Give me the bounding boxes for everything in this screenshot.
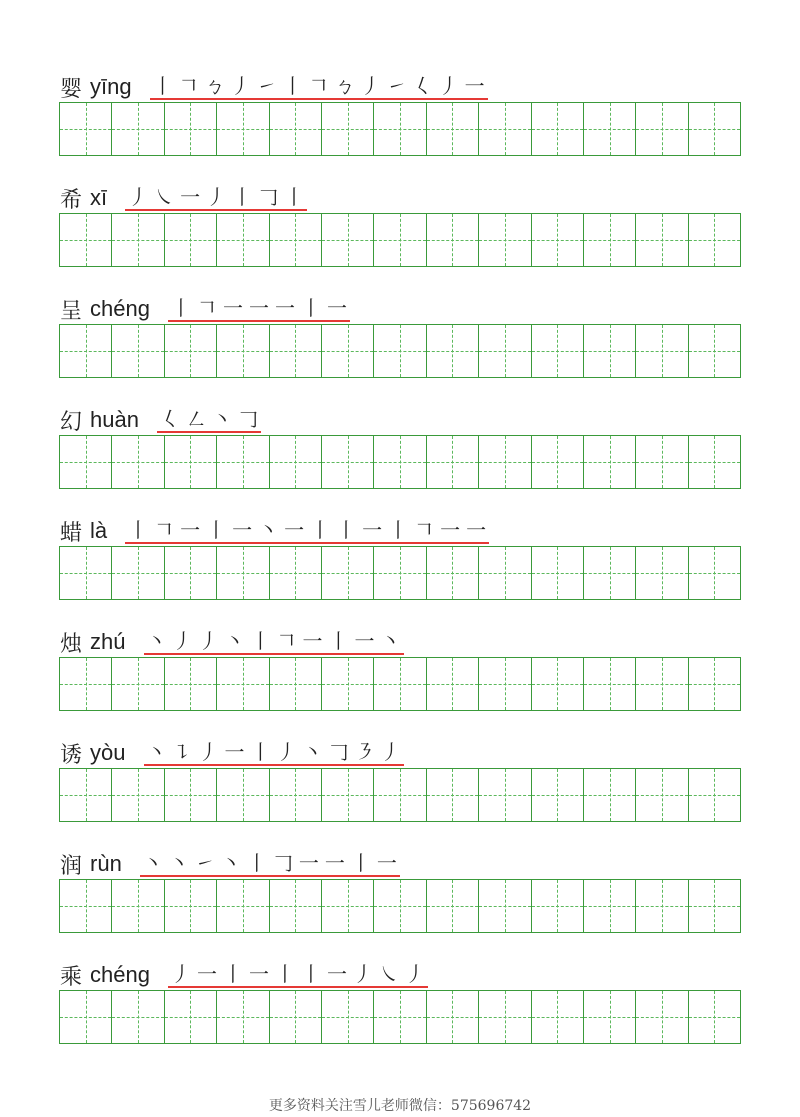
stroke-step: 丨 bbox=[248, 629, 274, 655]
stroke-step: 丿 bbox=[203, 185, 229, 211]
stroke-step: 一 bbox=[324, 962, 350, 988]
practice-cell[interactable] bbox=[532, 880, 584, 932]
practice-cell[interactable] bbox=[374, 325, 426, 377]
practice-cell[interactable] bbox=[532, 769, 584, 821]
practice-cell[interactable] bbox=[479, 880, 531, 932]
stroke-step: ㇜ bbox=[183, 407, 209, 433]
practice-cell[interactable] bbox=[165, 991, 217, 1043]
practice-cell[interactable] bbox=[532, 991, 584, 1043]
practice-cell[interactable] bbox=[584, 769, 636, 821]
practice-cell[interactable] bbox=[270, 658, 322, 710]
practice-cell[interactable] bbox=[479, 547, 531, 599]
stroke-order-sequence bbox=[168, 296, 350, 322]
stroke-step: 丨 bbox=[150, 74, 176, 100]
stroke-step: ㄅ bbox=[332, 74, 358, 100]
stroke-step: 丨 bbox=[298, 962, 324, 988]
practice-cell[interactable] bbox=[217, 991, 269, 1043]
stroke-step: ㇊ bbox=[170, 740, 196, 766]
practice-cell[interactable] bbox=[374, 103, 426, 155]
stroke-step: 一 bbox=[246, 962, 272, 988]
stroke-step: 丶 bbox=[140, 851, 166, 877]
hanzi-character: 呈 bbox=[60, 298, 83, 324]
stroke-step: 一 bbox=[359, 518, 385, 544]
practice-cell[interactable] bbox=[636, 547, 688, 599]
stroke-step: 丨 bbox=[326, 629, 352, 655]
practice-cell[interactable] bbox=[479, 991, 531, 1043]
practice-cell[interactable] bbox=[322, 991, 374, 1043]
practice-cell[interactable] bbox=[112, 658, 164, 710]
practice-cell[interactable] bbox=[165, 214, 217, 266]
stroke-step: 丿 bbox=[274, 740, 300, 766]
practice-cell[interactable] bbox=[636, 214, 688, 266]
stroke-step: 丿 bbox=[196, 740, 222, 766]
stroke-step: 丨 bbox=[333, 518, 359, 544]
practice-cell[interactable] bbox=[60, 547, 112, 599]
practice-cell[interactable] bbox=[60, 103, 112, 155]
hanzi-character: 希 bbox=[60, 187, 83, 213]
practice-cell[interactable] bbox=[322, 436, 374, 488]
practice-cell[interactable] bbox=[374, 880, 426, 932]
stroke-step: 𠃌 bbox=[255, 185, 281, 211]
practice-cell[interactable] bbox=[584, 214, 636, 266]
writing-grid bbox=[59, 879, 741, 933]
practice-cell[interactable] bbox=[270, 991, 322, 1043]
stroke-step: 丶 bbox=[300, 740, 326, 766]
stroke-step: 一 bbox=[177, 518, 203, 544]
practice-cell[interactable] bbox=[374, 991, 426, 1043]
writing-grid bbox=[59, 102, 741, 156]
practice-cell[interactable] bbox=[689, 103, 740, 155]
stroke-step: 𠃍 bbox=[151, 518, 177, 544]
practice-cell[interactable] bbox=[689, 991, 740, 1043]
practice-cell[interactable] bbox=[584, 103, 636, 155]
pinyin-label: rùn bbox=[90, 851, 122, 876]
stroke-step: ㇏ bbox=[151, 185, 177, 211]
practice-cell[interactable] bbox=[374, 436, 426, 488]
practice-cell[interactable] bbox=[270, 325, 322, 377]
stroke-step: 一 bbox=[322, 851, 348, 877]
practice-cell[interactable] bbox=[112, 547, 164, 599]
practice-cell[interactable] bbox=[532, 325, 584, 377]
stroke-step: 𡿨 bbox=[410, 74, 436, 100]
practice-cell[interactable] bbox=[689, 880, 740, 932]
writing-grid bbox=[59, 213, 741, 267]
stroke-step: 丨 bbox=[220, 962, 246, 988]
row-header bbox=[60, 958, 428, 992]
stroke-order-sequence bbox=[144, 740, 404, 766]
stroke-step: 𠃍 bbox=[194, 296, 220, 322]
practice-cell[interactable] bbox=[60, 325, 112, 377]
row-header bbox=[60, 847, 400, 881]
stroke-step: 一 bbox=[222, 740, 248, 766]
practice-cell[interactable] bbox=[270, 547, 322, 599]
practice-cell[interactable] bbox=[217, 547, 269, 599]
practice-cell[interactable] bbox=[60, 658, 112, 710]
stroke-step: ㇀ bbox=[384, 74, 410, 100]
stroke-step: 一 bbox=[437, 518, 463, 544]
stroke-step: 𠃍 bbox=[306, 74, 332, 100]
footer-text: 更多资料关注雪儿老师微信：575696742 bbox=[268, 1098, 532, 1114]
practice-cell[interactable] bbox=[636, 436, 688, 488]
stroke-step: 丶 bbox=[209, 407, 235, 433]
row-header bbox=[60, 292, 350, 326]
stroke-step: 丶 bbox=[218, 851, 244, 877]
practice-cell[interactable] bbox=[427, 991, 479, 1043]
stroke-step: 丶 bbox=[144, 629, 170, 655]
row-header bbox=[60, 181, 307, 215]
practice-cell[interactable] bbox=[165, 880, 217, 932]
practice-cell[interactable] bbox=[479, 658, 531, 710]
practice-cell[interactable] bbox=[689, 214, 740, 266]
stroke-step: 一 bbox=[463, 518, 489, 544]
stroke-step: 丨 bbox=[280, 74, 306, 100]
practice-cell[interactable] bbox=[322, 769, 374, 821]
practice-cell[interactable] bbox=[532, 547, 584, 599]
stroke-order-sequence bbox=[140, 851, 400, 877]
stroke-step: 𠃍 bbox=[274, 629, 300, 655]
hanzi-character: 诱 bbox=[60, 742, 83, 768]
stroke-step: 丶 bbox=[378, 629, 404, 655]
stroke-step: 一 bbox=[296, 851, 322, 877]
writing-grid bbox=[59, 324, 741, 378]
practice-cell[interactable] bbox=[584, 436, 636, 488]
practice-cell[interactable] bbox=[427, 103, 479, 155]
practice-cell[interactable] bbox=[217, 769, 269, 821]
writing-grid bbox=[59, 546, 741, 600]
practice-cell[interactable] bbox=[322, 880, 374, 932]
row-header bbox=[60, 514, 489, 548]
practice-cell[interactable] bbox=[217, 436, 269, 488]
practice-cell[interactable] bbox=[60, 769, 112, 821]
stroke-step: 丨 bbox=[203, 518, 229, 544]
stroke-step: 丶 bbox=[255, 518, 281, 544]
practice-cell[interactable] bbox=[165, 547, 217, 599]
stroke-step: ㇋ bbox=[352, 740, 378, 766]
writing-grid bbox=[59, 657, 741, 711]
practice-cell[interactable] bbox=[270, 214, 322, 266]
stroke-step: 丨 bbox=[385, 518, 411, 544]
stroke-step: 丿 bbox=[402, 962, 428, 988]
pinyin-label: yīng bbox=[90, 74, 132, 99]
hanzi-character: 烛 bbox=[60, 631, 83, 657]
stroke-order-sequence bbox=[150, 74, 488, 100]
practice-cell[interactable] bbox=[112, 769, 164, 821]
practice-cell[interactable] bbox=[217, 658, 269, 710]
stroke-step: 丨 bbox=[168, 296, 194, 322]
practice-cell[interactable] bbox=[322, 658, 374, 710]
practice-cell[interactable] bbox=[165, 325, 217, 377]
practice-cell[interactable] bbox=[532, 103, 584, 155]
practice-cell[interactable] bbox=[584, 880, 636, 932]
stroke-step: 一 bbox=[300, 629, 326, 655]
practice-cell[interactable] bbox=[427, 547, 479, 599]
row-header bbox=[60, 625, 404, 659]
practice-cell[interactable] bbox=[479, 325, 531, 377]
practice-cell[interactable] bbox=[584, 991, 636, 1043]
stroke-step: 𡿨 bbox=[157, 407, 183, 433]
stroke-step: 一 bbox=[220, 296, 246, 322]
stroke-step: ㄅ bbox=[202, 74, 228, 100]
stroke-step: ㇀ bbox=[192, 851, 218, 877]
practice-cell[interactable] bbox=[217, 103, 269, 155]
hanzi-character: 润 bbox=[60, 853, 83, 879]
stroke-step: 丿 bbox=[170, 629, 196, 655]
stroke-step: 丿 bbox=[358, 74, 384, 100]
stroke-order-sequence bbox=[144, 629, 404, 655]
practice-cell[interactable] bbox=[112, 991, 164, 1043]
stroke-step: 丿 bbox=[350, 962, 376, 988]
stroke-step: 丿 bbox=[168, 962, 194, 988]
practice-cell[interactable] bbox=[584, 325, 636, 377]
stroke-step: 𠃌 bbox=[270, 851, 296, 877]
practice-cell[interactable] bbox=[636, 325, 688, 377]
practice-cell[interactable] bbox=[479, 436, 531, 488]
practice-cell[interactable] bbox=[270, 769, 322, 821]
stroke-step: 丨 bbox=[229, 185, 255, 211]
practice-cell[interactable] bbox=[217, 325, 269, 377]
practice-cell[interactable] bbox=[112, 103, 164, 155]
practice-cell[interactable] bbox=[584, 658, 636, 710]
stroke-step: 丶 bbox=[144, 740, 170, 766]
stroke-order-sequence bbox=[168, 962, 428, 988]
pinyin-label: chéng bbox=[90, 296, 150, 321]
stroke-order-sequence bbox=[157, 407, 261, 433]
practice-cell[interactable] bbox=[322, 214, 374, 266]
practice-cell[interactable] bbox=[270, 880, 322, 932]
stroke-step: 丨 bbox=[248, 740, 274, 766]
practice-cell[interactable] bbox=[322, 325, 374, 377]
hanzi-character: 幻 bbox=[60, 409, 83, 435]
row-header bbox=[60, 736, 404, 770]
hanzi-character: 蜡 bbox=[60, 520, 83, 546]
practice-cell[interactable] bbox=[270, 436, 322, 488]
stroke-step: 丿 bbox=[228, 74, 254, 100]
practice-cell[interactable] bbox=[60, 880, 112, 932]
stroke-step: 一 bbox=[194, 962, 220, 988]
stroke-step: 一 bbox=[177, 185, 203, 211]
practice-cell[interactable] bbox=[322, 103, 374, 155]
stroke-step: 丨 bbox=[298, 296, 324, 322]
practice-cell[interactable] bbox=[165, 769, 217, 821]
stroke-step: 一 bbox=[246, 296, 272, 322]
row-header bbox=[60, 70, 488, 104]
stroke-step: 丿 bbox=[436, 74, 462, 100]
practice-cell[interactable] bbox=[479, 769, 531, 821]
practice-cell[interactable] bbox=[636, 880, 688, 932]
practice-cell[interactable] bbox=[374, 658, 426, 710]
practice-cell[interactable] bbox=[427, 769, 479, 821]
practice-cell[interactable] bbox=[60, 436, 112, 488]
practice-cell[interactable] bbox=[112, 325, 164, 377]
stroke-step: 丨 bbox=[272, 962, 298, 988]
practice-cell[interactable] bbox=[112, 436, 164, 488]
practice-cell[interactable] bbox=[689, 658, 740, 710]
practice-cell[interactable] bbox=[689, 325, 740, 377]
practice-cell[interactable] bbox=[427, 880, 479, 932]
stroke-step: 一 bbox=[229, 518, 255, 544]
pinyin-label: là bbox=[90, 518, 108, 543]
stroke-step: 一 bbox=[352, 629, 378, 655]
stroke-step: 丿 bbox=[125, 185, 151, 211]
stroke-step: 一 bbox=[324, 296, 350, 322]
hanzi-character: 乘 bbox=[60, 964, 83, 990]
practice-cell[interactable] bbox=[217, 214, 269, 266]
practice-cell[interactable] bbox=[165, 103, 217, 155]
stroke-step: 一 bbox=[272, 296, 298, 322]
stroke-step: 丨 bbox=[348, 851, 374, 877]
practice-cell[interactable] bbox=[636, 769, 688, 821]
practice-cell[interactable] bbox=[374, 214, 426, 266]
stroke-step: ㇀ bbox=[254, 74, 280, 100]
practice-cell[interactable] bbox=[60, 991, 112, 1043]
stroke-step: 丨 bbox=[281, 185, 307, 211]
practice-cell[interactable] bbox=[374, 547, 426, 599]
practice-cell[interactable] bbox=[217, 880, 269, 932]
stroke-step: 𠃍 bbox=[411, 518, 437, 544]
stroke-order-sequence bbox=[125, 185, 307, 211]
practice-cell[interactable] bbox=[689, 547, 740, 599]
pinyin-label: chéng bbox=[90, 962, 150, 987]
practice-cell[interactable] bbox=[165, 658, 217, 710]
stroke-step: 丶 bbox=[166, 851, 192, 877]
practice-cell[interactable] bbox=[532, 658, 584, 710]
stroke-step: ㇏ bbox=[376, 962, 402, 988]
practice-cell[interactable] bbox=[689, 436, 740, 488]
practice-cell[interactable] bbox=[636, 658, 688, 710]
stroke-step: 丶 bbox=[222, 629, 248, 655]
practice-cell[interactable] bbox=[374, 769, 426, 821]
stroke-step: 𠃌 bbox=[326, 740, 352, 766]
stroke-step: 一 bbox=[374, 851, 400, 877]
practice-cell[interactable] bbox=[636, 991, 688, 1043]
practice-cell[interactable] bbox=[427, 325, 479, 377]
practice-cell[interactable] bbox=[479, 103, 531, 155]
practice-cell[interactable] bbox=[532, 214, 584, 266]
practice-cell[interactable] bbox=[689, 769, 740, 821]
practice-cell[interactable] bbox=[270, 103, 322, 155]
stroke-step: 丨 bbox=[125, 518, 151, 544]
practice-cell[interactable] bbox=[427, 658, 479, 710]
practice-cell[interactable] bbox=[584, 547, 636, 599]
writing-grid bbox=[59, 768, 741, 822]
pinyin-label: xī bbox=[90, 185, 108, 210]
practice-cell[interactable] bbox=[636, 103, 688, 155]
hanzi-character: 婴 bbox=[60, 76, 83, 102]
pinyin-label: zhú bbox=[90, 629, 126, 654]
pinyin-label: yòu bbox=[90, 740, 126, 765]
stroke-order-sequence bbox=[125, 518, 489, 544]
practice-cell[interactable] bbox=[322, 547, 374, 599]
practice-cell[interactable] bbox=[532, 436, 584, 488]
stroke-step: 丨 bbox=[307, 518, 333, 544]
stroke-step: 丨 bbox=[244, 851, 270, 877]
practice-cell[interactable] bbox=[479, 214, 531, 266]
practice-cell[interactable] bbox=[427, 214, 479, 266]
practice-cell[interactable] bbox=[427, 436, 479, 488]
writing-grid bbox=[59, 990, 741, 1044]
stroke-step: 𠃍 bbox=[176, 74, 202, 100]
stroke-step: 一 bbox=[462, 74, 488, 100]
writing-grid bbox=[59, 435, 741, 489]
stroke-step: 丿 bbox=[196, 629, 222, 655]
row-header bbox=[60, 403, 261, 437]
practice-cell[interactable] bbox=[112, 880, 164, 932]
stroke-step: 一 bbox=[281, 518, 307, 544]
stroke-step: 丿 bbox=[378, 740, 404, 766]
pinyin-label: huàn bbox=[90, 407, 139, 432]
stroke-step: 𠃌 bbox=[235, 407, 261, 433]
practice-cell[interactable] bbox=[112, 214, 164, 266]
practice-cell[interactable] bbox=[60, 214, 112, 266]
practice-cell[interactable] bbox=[165, 436, 217, 488]
